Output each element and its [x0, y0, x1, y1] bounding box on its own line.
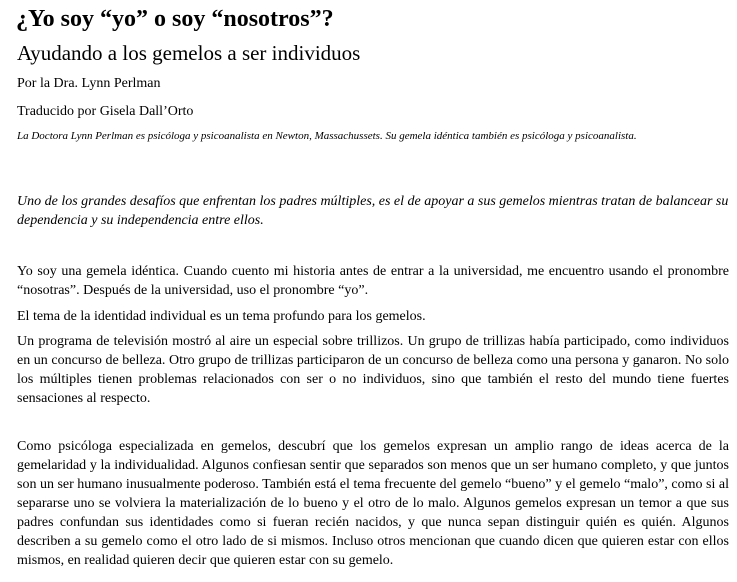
article-subtitle: Ayudando a los gemelos a ser individuos: [17, 41, 361, 65]
author-line: Por la Dra. Lynn Perlman: [17, 76, 161, 91]
author-bio: La Doctora Lynn Perlman es psicóloga y psicoanalista en Newton, Massachussets. Su gemela idéntica también es psicóloga y psicoanalista.: [17, 130, 637, 142]
translator-line: Traducido por Gisela Dall’Orto: [17, 104, 194, 119]
body-paragraph: El tema de la identidad individual es un tema profundo para los gemelos.: [17, 309, 426, 324]
intro-paragraph: Uno de los grandes desafíos que enfrentan los padres múltiples, es el de apoyar a sus gemelos mientras tratan de balancear su dependencia y su independencia entre ellos.: [17, 194, 729, 228]
body-paragraph: Yo soy una gemela idéntica. Cuando cuento mi historia antes de entrar a la universidad, me encuentro usando el pronombre “nosotras”. Después de la universidad, uso el pronombre “yo”.: [17, 264, 729, 298]
body-paragraph: Como psicóloga especializada en gemelos, descubrí que los gemelos expresan un amplio rango de ideas acerca de la gemelaridad y la individualidad. Algunos confiesan sentir que separados son menos que un ser humano completo, y que juntos son un ser humano inusualmente poderoso. También está el tema frecuente del gemelo “bueno” y el gemelo “malo”, como si al separarse uno se volviera la materialización de lo bueno y el otro de lo malo. Algunos gemelos expresan un temor a que sus padres confundan sus identidades como si fueran recién nacidos, y que nunca sepan distinguir quién es quién. Algunos describen a su gemelo como el otro lado de si mismos. Incluso otros mencionan que cuando dicen que quieren estar con ellos mismos, en realidad quieren decir que quieren estar con su gemelo.: [17, 439, 729, 568]
article-title: ¿Yo soy “yo” o soy “nosotros”?: [16, 6, 334, 32]
body-paragraph: Un programa de televisión mostró al aire un especial sobre trillizos. Un grupo de trillizas había participado, como individuos en un concurso de belleza. Otro grupo de trillizas participaron de un concurso de belleza como una persona y ganaron. No solo los múltiples tienen problemas relacionados con ser o no individuos, sino que también el resto del mundo tiene fuertes sensaciones al respecto.: [17, 334, 729, 406]
